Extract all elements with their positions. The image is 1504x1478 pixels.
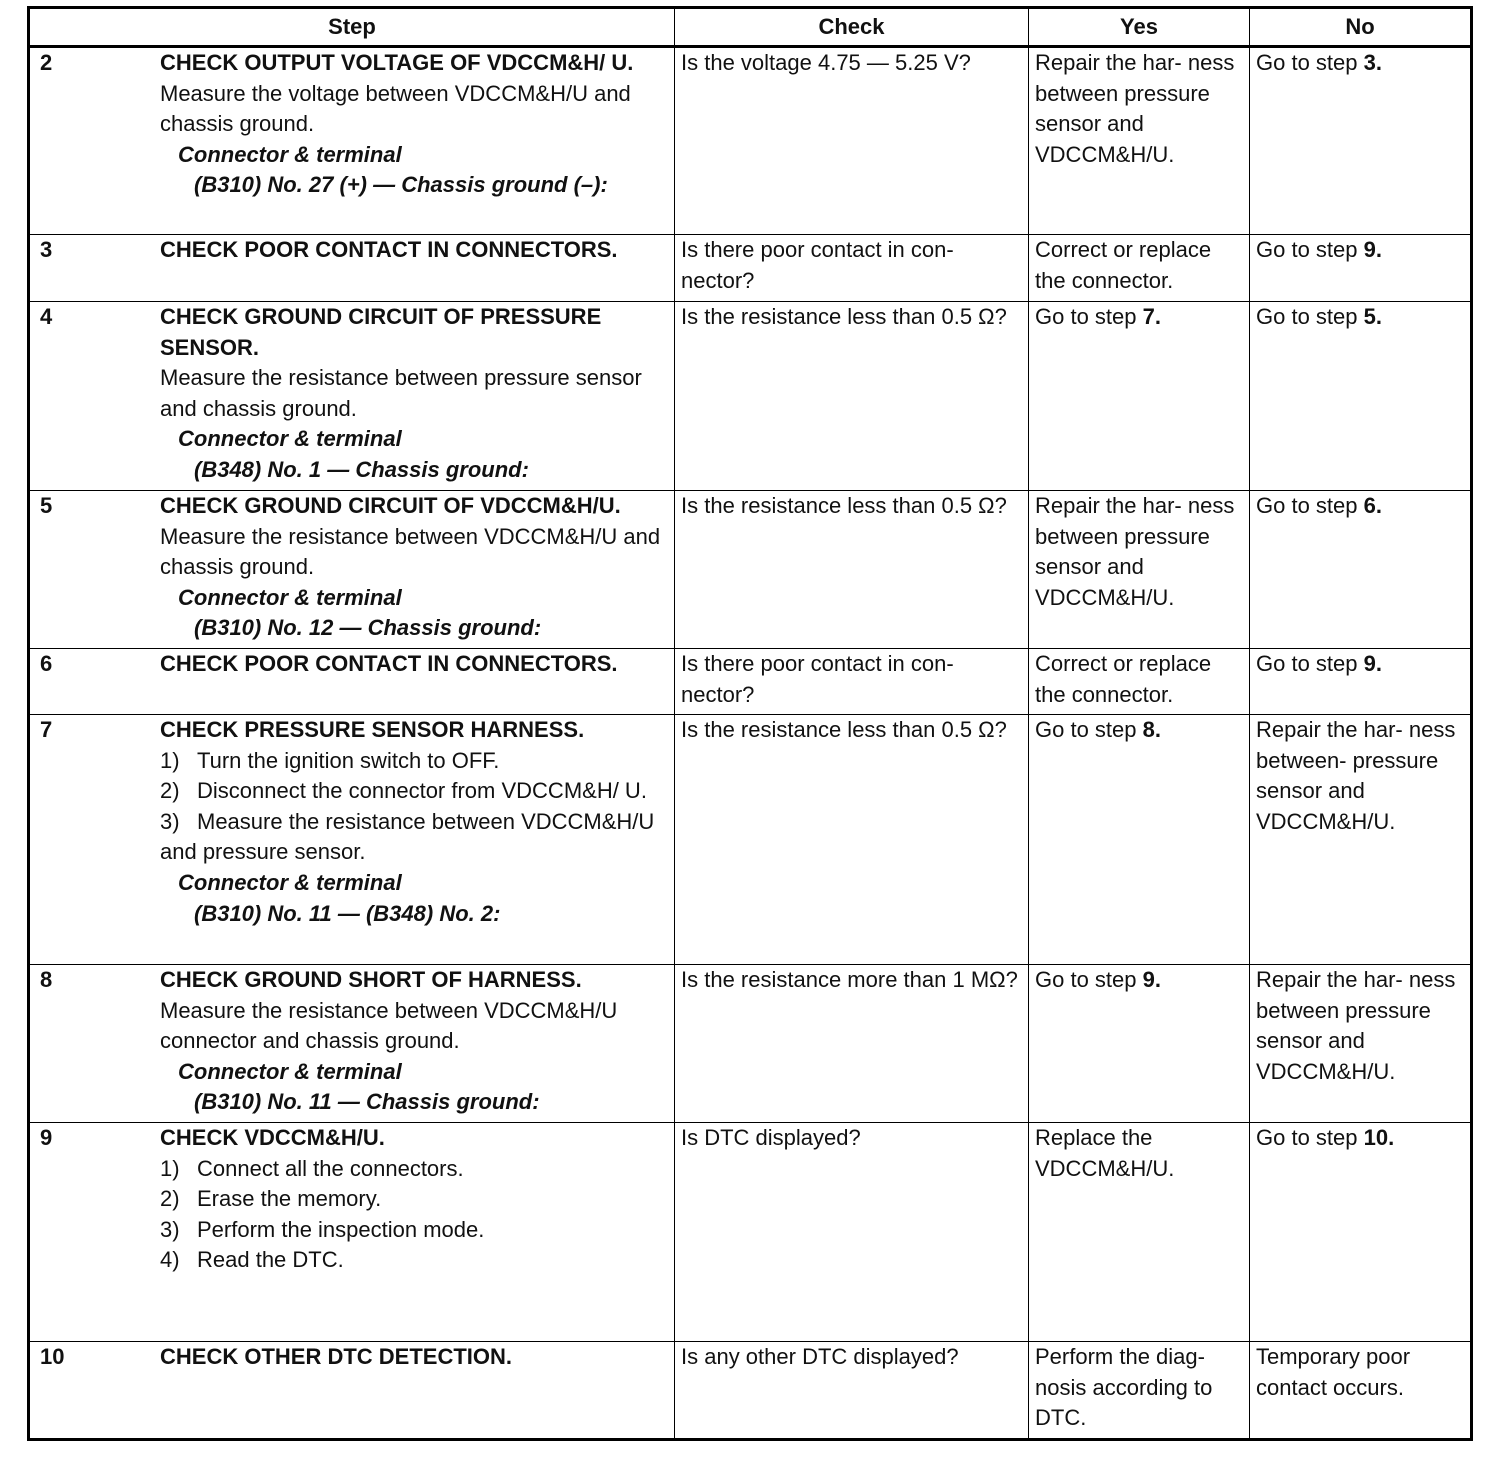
step-body: [160, 235, 668, 266]
no-cell: [1250, 491, 1472, 649]
header-row: [29, 8, 1472, 47]
diagnostic-table: [27, 6, 1473, 1441]
step-cell: [29, 965, 675, 1123]
step-title: CHECK VDCCM&H/U.: [160, 1125, 385, 1150]
step-item: [160, 1154, 668, 1185]
no-step-ref: 3.: [1363, 50, 1382, 75]
step-title: CHECK GROUND CIRCUIT OF PRESSURE SENSOR.: [160, 304, 602, 360]
no-cell: [1250, 235, 1472, 302]
yes-text: Go to step: [1035, 967, 1143, 992]
yes-step-ref: 9.: [1142, 967, 1161, 992]
step-body: [160, 965, 668, 1118]
check-cell: Is there poor contact in con- nector?: [675, 235, 1029, 302]
step-item: [160, 1245, 668, 1276]
yes-cell: [1029, 302, 1250, 491]
yes-cell: [1029, 491, 1250, 649]
step-item-text: Turn the ignition switch to OFF.: [197, 747, 500, 773]
step-row: [29, 1342, 1472, 1440]
header-step: Step: [29, 8, 675, 47]
header-no: No: [1250, 8, 1472, 47]
no-text: Repair the har- ness between pressure sensor and VDCCM&H/U.: [1256, 967, 1456, 1084]
step-title: CHECK PRESSURE SENSOR HARNESS.: [160, 717, 585, 742]
step-row: [29, 302, 1472, 491]
yes-step-ref: 7.: [1142, 304, 1161, 329]
step-item-text: Measure the resistance between VDCCM&H/U and pressure sensor.: [160, 808, 655, 865]
connector-label: Connector & terminal: [178, 869, 402, 895]
step-row: [29, 965, 1472, 1123]
step-item-text: Connect all the connectors.: [197, 1155, 464, 1181]
yes-cell: [1029, 649, 1250, 715]
step-item-number: 4): [160, 1247, 180, 1273]
step-body: [160, 649, 668, 680]
step-row: [29, 649, 1472, 715]
connector-label: Connector & terminal: [178, 426, 402, 452]
yes-cell: [1029, 47, 1250, 235]
no-cell: [1250, 1342, 1472, 1440]
step-cell: [29, 1123, 675, 1342]
check-cell: Is the voltage 4.75 — 5.25 V?: [675, 47, 1029, 235]
no-step-ref: 6.: [1363, 493, 1382, 518]
step-cell: [29, 491, 675, 649]
step-cell: [29, 649, 675, 715]
step-item-number: 2): [160, 1186, 180, 1212]
check-cell: Is the resistance more than 1 MΩ?: [675, 965, 1029, 1123]
terminal-spec: (B310) No. 11 — (B348) No. 2:: [194, 900, 501, 926]
step-row: [29, 47, 1472, 235]
step-number: 6: [40, 651, 53, 676]
no-text: Go to step: [1256, 1125, 1364, 1150]
step-title: CHECK OTHER DTC DETECTION.: [160, 1344, 512, 1369]
step-item: [160, 807, 668, 868]
yes-text: Go to step: [1035, 304, 1143, 329]
no-text: Repair the har- ness between- pressure sensor and VDCCM&H/U.: [1256, 717, 1456, 834]
no-cell: [1250, 302, 1472, 491]
no-cell: [1250, 47, 1472, 235]
header-yes: Yes: [1029, 8, 1250, 47]
step-title: CHECK GROUND SHORT OF HARNESS.: [160, 967, 582, 992]
yes-text: Perform the diag- nosis according to DTC.: [1035, 1344, 1213, 1431]
step-item: [160, 1184, 668, 1215]
step-body: [160, 1123, 668, 1276]
step-number: 5: [40, 493, 53, 518]
no-text: Go to step: [1256, 304, 1364, 329]
step-row: [29, 715, 1472, 965]
step-cell: [29, 47, 675, 235]
step-item: [160, 746, 668, 777]
step-instruction: Measure the resistance between pressure sensor and chassis ground.: [160, 365, 642, 421]
step-item-number: 3): [160, 808, 180, 834]
terminal-spec: (B310) No. 12 — Chassis ground:: [194, 615, 542, 641]
step-item-text: Disconnect the connector from VDCCM&H/ U.: [197, 778, 647, 804]
no-text: Go to step: [1256, 50, 1364, 75]
step-item-number: 2): [160, 778, 180, 804]
connector-label: Connector & terminal: [178, 584, 402, 610]
connector-label: Connector & terminal: [178, 1058, 402, 1084]
step-number: 9: [40, 1125, 53, 1150]
yes-cell: [1029, 235, 1250, 302]
step-body: [160, 491, 668, 644]
step-item: [160, 776, 668, 807]
no-cell: [1250, 649, 1472, 715]
no-cell: [1250, 1123, 1472, 1342]
step-body: [160, 48, 668, 201]
step-number: 4: [40, 304, 53, 329]
step-row: [29, 491, 1472, 649]
no-text: Go to step: [1256, 651, 1364, 676]
step-item-text: Perform the inspection mode.: [197, 1216, 485, 1242]
check-cell: Is DTC displayed?: [675, 1123, 1029, 1342]
step-title: CHECK OUTPUT VOLTAGE OF VDCCM&H/ U.: [160, 50, 634, 75]
step-item-text: Read the DTC.: [197, 1247, 344, 1273]
terminal-spec: (B310) No. 11 — Chassis ground:: [194, 1089, 540, 1115]
step-number: 7: [40, 717, 53, 742]
step-title: CHECK POOR CONTACT IN CONNECTORS.: [160, 651, 618, 676]
step-cell: [29, 1342, 675, 1440]
step-cell: [29, 715, 675, 965]
terminal-spec: (B348) No. 1 — Chassis ground:: [194, 456, 529, 482]
yes-cell: [1029, 1123, 1250, 1342]
yes-step-ref: 8.: [1142, 717, 1161, 742]
no-step-ref: 5.: [1363, 304, 1382, 329]
terminal-spec: (B310) No. 27 (+) — Chassis ground (–):: [194, 172, 608, 198]
step-body: [160, 715, 668, 929]
connector-label: Connector & terminal: [178, 141, 402, 167]
step-cell: [29, 302, 675, 491]
check-cell: Is there poor contact in con- nector?: [675, 649, 1029, 715]
header-check: Check: [675, 8, 1029, 47]
no-step-ref: 9.: [1363, 237, 1382, 262]
step-number: 10: [40, 1344, 65, 1369]
step-item-number: 1): [160, 747, 180, 773]
step-item-number: 1): [160, 1155, 180, 1181]
step-body: [160, 1342, 668, 1373]
step-number: 2: [40, 50, 53, 75]
step-number: 8: [40, 967, 53, 992]
check-cell: Is the resistance less than 0.5 Ω?: [675, 715, 1029, 965]
no-text: Go to step: [1256, 237, 1364, 262]
yes-cell: [1029, 715, 1250, 965]
yes-text: Go to step: [1035, 717, 1143, 742]
yes-text: Replace the VDCCM&H/U.: [1035, 1125, 1175, 1181]
step-item-number: 3): [160, 1216, 180, 1242]
yes-text: Correct or replace the connector.: [1035, 651, 1212, 707]
yes-cell: [1029, 965, 1250, 1123]
check-cell: Is the resistance less than 0.5 Ω?: [675, 302, 1029, 491]
yes-text: Repair the har- ness between pressure sensor and VDCCM&H/U.: [1035, 493, 1235, 610]
step-row: [29, 1123, 1472, 1342]
no-step-ref: 9.: [1363, 651, 1382, 676]
no-cell: [1250, 715, 1472, 965]
no-text: Go to step: [1256, 493, 1364, 518]
step-instruction: Measure the resistance between VDCCM&H/U and chassis ground.: [160, 523, 661, 580]
no-text: Temporary poor contact occurs.: [1256, 1344, 1411, 1400]
step-cell: [29, 235, 675, 302]
yes-cell: [1029, 1342, 1250, 1440]
step-item-text: Erase the memory.: [197, 1186, 382, 1212]
check-cell: Is the resistance less than 0.5 Ω?: [675, 491, 1029, 649]
step-body: [160, 302, 668, 486]
yes-text: Correct or replace the connector.: [1035, 237, 1212, 293]
step-item: [160, 1215, 668, 1246]
step-number: 3: [40, 237, 53, 262]
step-instruction: Measure the voltage between VDCCM&H/U and chassis ground.: [160, 80, 631, 137]
step-instruction: Measure the resistance between VDCCM&H/U connector and chassis ground.: [160, 997, 618, 1054]
step-title: CHECK GROUND CIRCUIT OF VDCCM&H/U.: [160, 493, 621, 518]
yes-text: Repair the har- ness between pressure sensor and VDCCM&H/U.: [1035, 50, 1235, 167]
step-row: [29, 235, 1472, 302]
check-cell: Is any other DTC displayed?: [675, 1342, 1029, 1440]
no-step-ref: 10.: [1363, 1125, 1395, 1150]
step-title: CHECK POOR CONTACT IN CONNECTORS.: [160, 237, 618, 262]
no-cell: [1250, 965, 1472, 1123]
